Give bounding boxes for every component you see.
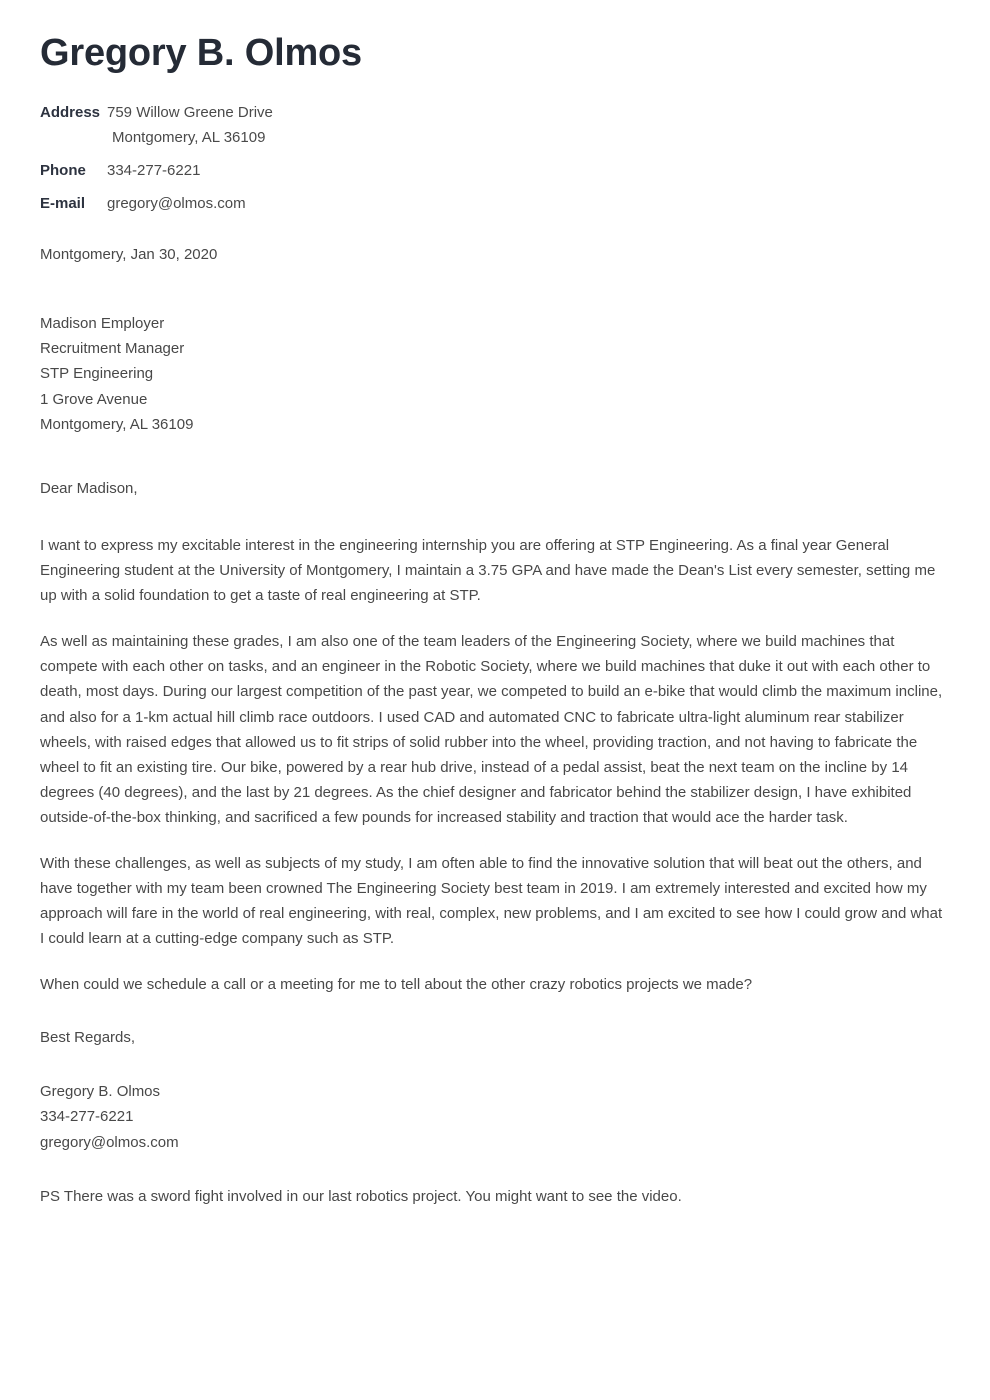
page-title: Gregory B. Olmos xyxy=(40,32,362,74)
contact-row-phone xyxy=(40,160,950,182)
email-label: E-mail xyxy=(40,194,86,212)
letter-header xyxy=(40,0,950,76)
recipient-block xyxy=(40,311,950,437)
recipient-line: STP Engineering xyxy=(40,365,154,383)
recipient-line: Recruitment Manager xyxy=(40,340,185,358)
date-line: Montgomery, Jan 30, 2020 xyxy=(40,245,218,263)
recipient-line: Madison Employer xyxy=(40,314,165,332)
phone-value[interactable]: 334-277-6221 xyxy=(107,162,201,180)
body-paragraph: When could we schedule a call or a meeting for me to tell about the other crazy robotics projects we made? xyxy=(40,975,753,993)
signature-block xyxy=(40,1079,950,1155)
contact-row-email xyxy=(40,193,950,215)
body-paragraph: As well as maintaining these grades, I am also one of the team leaders of the Engineering Society, where we build machines that compete with each other on tasks, and an engineer in the Robotic Society, where we build machines that duke it out with each other to death, most days. During our largest competition of the past year, we competed to build an e-bike that would climb the maximum incline, and also for a 1-km actual hill climb race outdoors. I used CAD and automated CNC to fabricate ultra-light aluminum rear stabilizer wheels, with raised edges that allowed us to fit strips of solid rubber into the wheel, providing traction, and not having to fabricate the wheel to fit an existing tire. Our bike, powered by a rear hub drive, instead of a pedal assist, beat the next team on the incline by 14 degrees (40 degrees), and the last by 21 degrees. As the chief designer and fabricator behind the stabilizer design, I have exhibited outside-of-the-box thinking, and sacrificed a few pounds for increased stability and traction that would ace the harder task. xyxy=(40,633,943,826)
signature-email[interactable]: gregory@olmos.com xyxy=(40,1133,179,1151)
email-value[interactable]: gregory@olmos.com xyxy=(107,194,246,212)
recipient-line: 1 Grove Avenue xyxy=(40,390,148,408)
closing-line: Best Regards, xyxy=(40,1028,136,1046)
letter-body xyxy=(40,243,950,1209)
address-value-line1: 759 Willow Greene Drive xyxy=(107,103,273,121)
recipient-line: Montgomery, AL 36109 xyxy=(40,415,194,433)
phone-label: Phone xyxy=(40,162,86,180)
postscript: PS There was a sword fight involved in our last robotics project. You might want to see the video. xyxy=(40,1187,682,1205)
signature-phone[interactable]: 334-277-6221 xyxy=(40,1108,134,1126)
signature-name: Gregory B. Olmos xyxy=(40,1083,161,1101)
body-paragraph: I want to express my excitable interest in the engineering internship you are offering at STP Engineering. As a final year General Engineering student at the University of Montgomery, I maintain a 3.75 GPA and have made the Dean's List every semester, setting me up with a solid foundation to get a taste of real engineering at STP. xyxy=(40,537,936,605)
address-label: Address xyxy=(40,103,101,121)
salutation: Dear Madison, xyxy=(40,479,138,497)
body-paragraph: With these challenges, as well as subjects of my study, I am often able to find the innovative solution that will beat out the others, and have together with my team been crowned The Engineering Society best team in 2019. I am extremely interested and excited how my approach will fare in the world of real engineering, with real, complex, new problems, and I am excited to see how I could grow and what I could learn at a cutting-edge company such as STP. xyxy=(40,854,943,947)
contact-row-address xyxy=(40,102,950,150)
contact-block xyxy=(40,102,950,215)
address-value-line2: Montgomery, AL 36109 xyxy=(112,129,266,147)
